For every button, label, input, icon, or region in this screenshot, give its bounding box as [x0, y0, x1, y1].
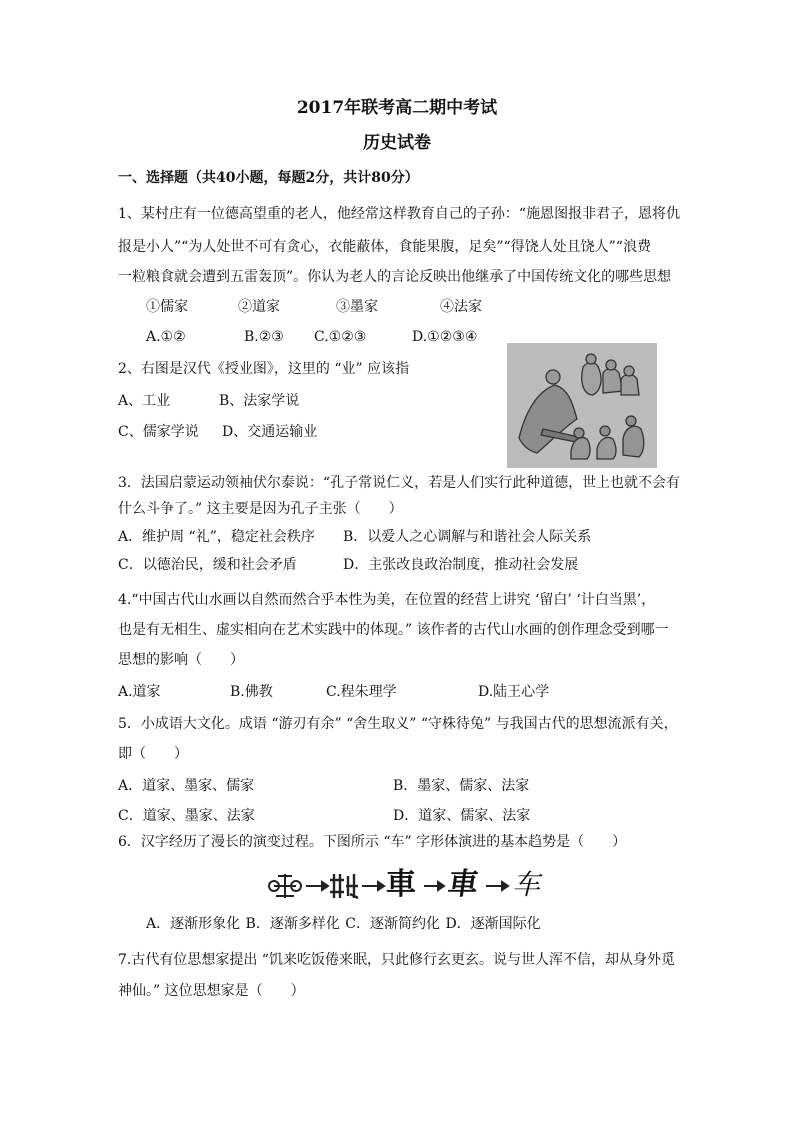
- exam-title: 2017年联考高二期中考试: [296, 98, 498, 118]
- teaching-scene-drawing: [507, 343, 657, 468]
- q5-option-d: D．道家、儒家、法家: [393, 808, 531, 824]
- q4-stem-line2: 也是有无相生、虚实相向在艺术实践中的体现。” 该作者的古代山水画的创作理念受到哪一: [118, 622, 669, 638]
- q4-stem-line3: 思想的影响（ ）: [118, 652, 244, 668]
- exam-subtitle: 历史试卷: [363, 133, 431, 153]
- q2-option-c: C、儒家学说: [118, 424, 199, 440]
- oracle-chariot-glyph: [269, 874, 301, 898]
- q5-option-c: C．道家、墨家、法家: [118, 808, 255, 824]
- bronze-chariot-glyph: [330, 874, 358, 898]
- q1-option-d: D.①②③④: [412, 329, 478, 345]
- q2-stem: 2、右图是汉代《授业图》，这里的 “业” 应该指: [118, 361, 410, 377]
- q4-option-c: C.程朱理学: [326, 684, 397, 700]
- q1-stem-line2: 报是小人”“为人处世不可有贪心，衣能蔽体，食能果腹，足矣”“得饶人处且饶人”“浪费: [118, 239, 651, 255]
- arrow-icon: [362, 882, 384, 890]
- arrow-icon: [486, 882, 508, 890]
- q1-option-a: A.①②: [146, 329, 186, 345]
- q3-option-c: C．以德治民，缓和社会矛盾: [118, 557, 297, 573]
- clerical-script-glyph: 車: [445, 867, 481, 902]
- q2-option-a: A、工业: [118, 393, 171, 409]
- q4-option-d: D.陆王心学: [478, 684, 550, 700]
- q6-stem: 6．汉字经历了漫长的演变过程。下图所示 “车” 字形体演进的基本趋势是（ ）: [118, 834, 627, 850]
- character-evolution-figure: [266, 868, 542, 902]
- q4-option-b: B.佛教: [230, 684, 273, 700]
- q1-item: ①儒家: [146, 299, 188, 315]
- arrow-icon: [306, 882, 328, 890]
- q3-option-d: D．主张改良政治制度，推动社会发展: [343, 557, 579, 573]
- q1-option-b: B.②③: [244, 329, 284, 345]
- q3-option-a: A．维护周 “礼”，稳定社会秩序: [118, 529, 315, 545]
- teaching-scene-illustration: [507, 343, 657, 468]
- q2-option-b: B、法家学说: [219, 393, 300, 409]
- q7-stem-line1: 7.古代有位思想家提出 “饥来吃饭倦来眠，只此修行玄更玄。说与世人浑不信，却从身外觅: [118, 952, 675, 968]
- q5-option-b: B．墨家、儒家、法家: [393, 778, 530, 794]
- q1-stem-line3: 一粒粮食就会遭到五雷轰顶”。你认为老人的言论反映出他继承了中国传统文化的哪些思想: [118, 269, 672, 285]
- q7-stem-line2: 神仙。” 这位思想家是（ ）: [118, 983, 305, 999]
- q3-stem-line1: 3．法国启蒙运动领袖伏尔泰说：“孔子常说仁义，若是人们实行此种道德，世上也就不会有: [118, 475, 681, 491]
- q5-stem-line2: 即（ ）: [118, 746, 188, 762]
- q1-item: ④法家: [440, 299, 482, 315]
- q1-item: ③墨家: [336, 299, 378, 315]
- q1-stem-line1: 1、某村庄有一位德高望重的老人，他经常这样教育自己的子孙：“施恩图报非君子，恩将仇: [118, 206, 681, 222]
- seal-script-glyph: 車: [386, 867, 416, 902]
- q5-option-a: A．道家、墨家、儒家: [118, 778, 255, 794]
- q4-option-a: A.道家: [118, 684, 161, 700]
- q1-item: ②道家: [238, 299, 280, 315]
- q6-options: A．逐渐形象化 B．逐渐多样化 C．逐渐简约化 D．逐渐国际化: [146, 916, 541, 932]
- q2-option-d: D、交通运输业: [222, 424, 318, 440]
- section-heading: 一、选择题（共40小题，每题2分，共计80分）: [118, 170, 419, 186]
- q3-stem-line2: 什么斗争了。” 这主要是因为孔子主张（ ）: [118, 501, 403, 517]
- q1-option-c: C.①②③: [314, 329, 367, 345]
- arrow-icon: [424, 882, 444, 890]
- simplified-glyph: 车: [512, 868, 541, 901]
- q5-stem-line1: 5．小成语大文化。成语 “游刃有余” “舍生取义” “守株待兔” 与我国古代的思想流派有关，: [118, 716, 678, 732]
- q4-stem-line1: 4.“中国古代山水画以自然而然合乎本性为美，在位置的经营上讲究 ‘留白’ ‘计白当黑’，: [118, 592, 656, 608]
- q3-option-b: B．以爱人之心调解与和谐社会人际关系: [343, 529, 592, 545]
